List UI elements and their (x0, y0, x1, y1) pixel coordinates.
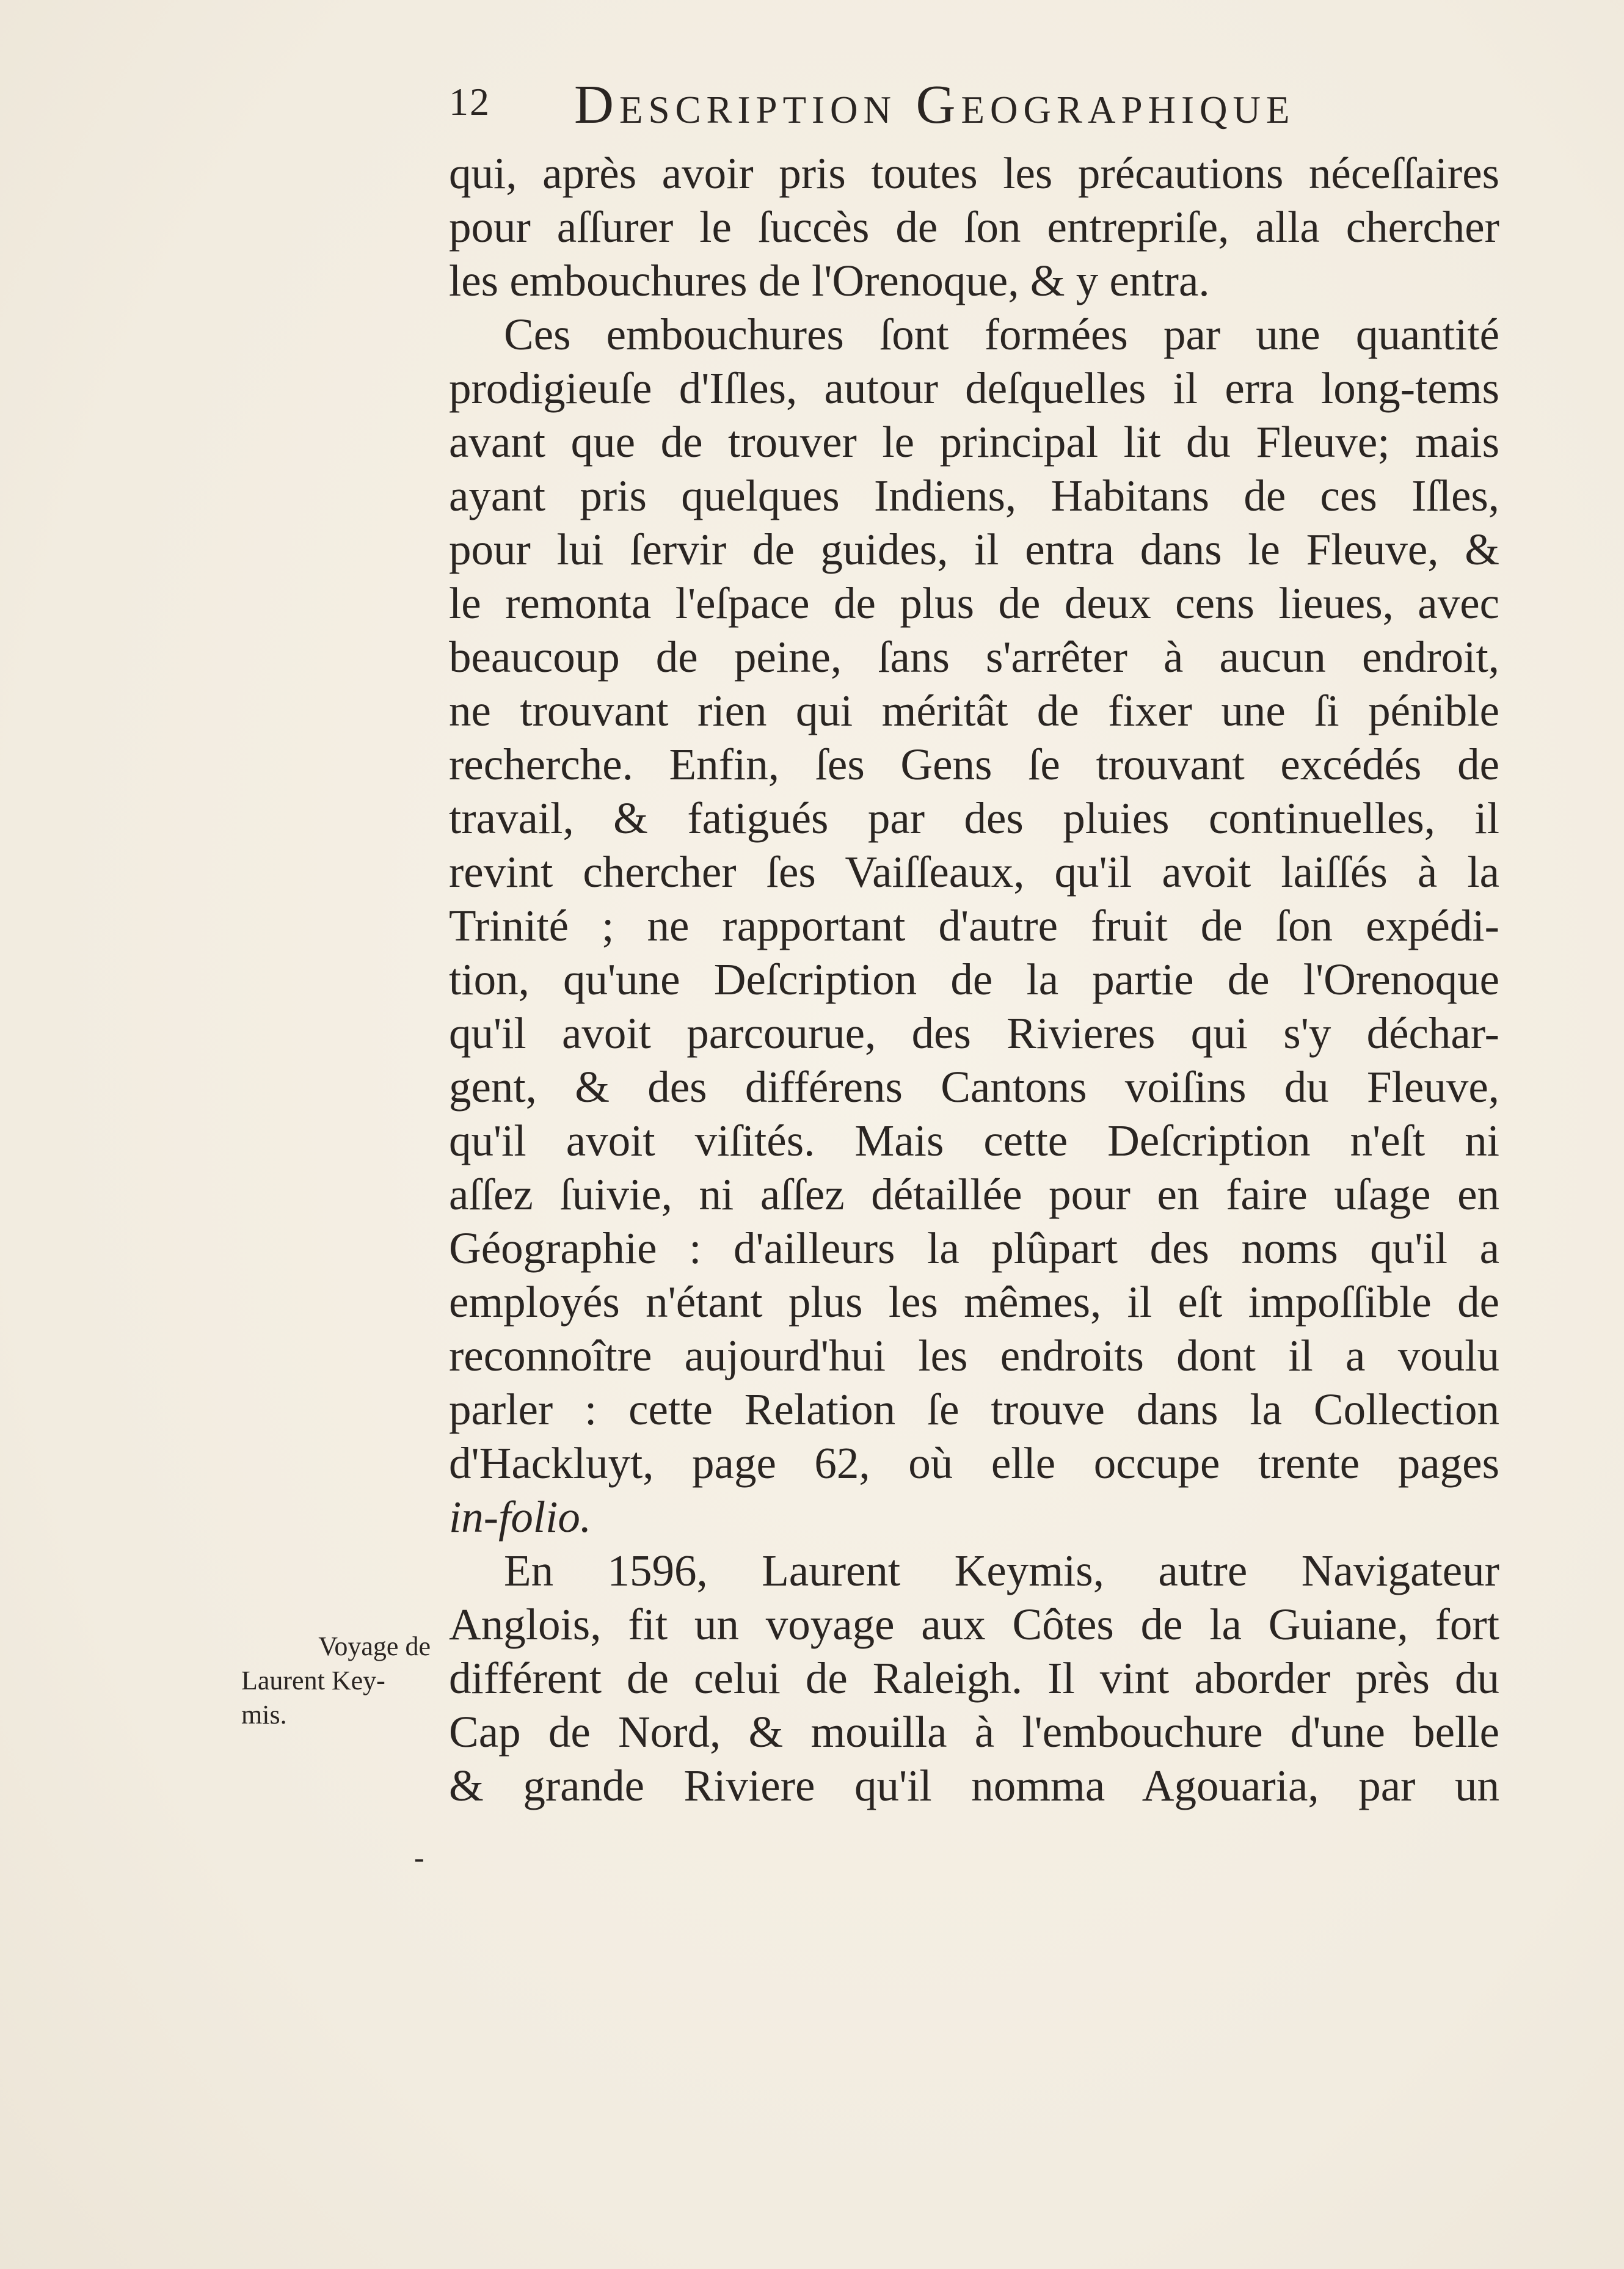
text-line: travail, & fatigués par des pluies continuelles, il (449, 793, 1499, 843)
text-line: ne trouvant rien qui méritât de fixer une ſi pénible (449, 686, 1499, 735)
text-line: employés n'étant plus les mêmes, il eſt impoſſible de (449, 1277, 1499, 1327)
text-line: le remonta l'eſpace de plus de deux cens lieues, avec (449, 578, 1499, 628)
margin-note-line: Laurent Key- (241, 1666, 385, 1695)
margin-note-line: Voyage de (318, 1631, 431, 1661)
margin-note-line: mis. (241, 1700, 287, 1730)
text-line: revint chercher ſes Vaiſſeaux, qu'il avoit laiſſés à la (449, 847, 1499, 897)
stray-mark: - (414, 1840, 424, 1874)
text-line: pour aſſurer le ſuccès de ſon entrepriſe, alla chercher (449, 202, 1499, 252)
text-line: Trinité ; ne rapportant d'autre fruit de ſon expédi- (449, 901, 1499, 950)
text-line: qu'il avoit viſités. Mais cette Deſcription n'eſt ni (449, 1116, 1499, 1165)
text-line: qu'il avoit parcourue, des Rivieres qui s'y déchar- (449, 1008, 1499, 1058)
text-line: En 1596, Laurent Keymis, autre Navigateur (504, 1546, 1499, 1595)
page-header (449, 73, 1402, 140)
text-line: différent de celui de Raleigh. Il vint aborder près du (449, 1653, 1499, 1703)
text-line: in-folio. (449, 1492, 592, 1542)
text-line: parler : cette Relation ſe trouve dans la Collection (449, 1385, 1499, 1434)
text-line: aſſez ſuivie, ni aſſez détaillée pour en faire uſage en (449, 1170, 1499, 1219)
body-text (449, 147, 1499, 1813)
text-line: ayant pris quelques Indiens, Habitans de ces Iſles, (449, 471, 1499, 520)
page-number: 12 (449, 80, 490, 123)
text-line: & grande Riviere qu'il nomma Agouaria, par un (449, 1761, 1499, 1810)
text-line: recherche. Enfin, ſes Gens ſe trouvant excédés de (449, 740, 1499, 789)
text-line: beaucoup de peine, ſans s'arrêter à aucun endroit, (449, 632, 1499, 682)
running-title: Description Geographique (574, 75, 1295, 135)
text-line: d'Hackluyt, page 62, où elle occupe trente pages (449, 1438, 1499, 1488)
text-line: prodigieuſe d'Iſles, autour deſquelles il erra long-tems (449, 363, 1499, 413)
text-line: qui, après avoir pris toutes les précautions néceſſaires (449, 148, 1499, 198)
text-line: avant que de trouver le principal lit du Fleuve; mais (449, 417, 1499, 467)
text-line: Anglois, fit un voyage aux Côtes de la Guiane, fort (449, 1600, 1499, 1649)
text-line: reconnoître aujourd'hui les endroits dont il a voulu (449, 1331, 1499, 1380)
text-line: les embouchures de l'Orenoque, & y entra. (449, 256, 1210, 305)
margin-note (241, 1630, 431, 1732)
text-line: Ces embouchures ſont formées par une quantité (504, 310, 1499, 359)
text-line: pour lui ſervir de guides, il entra dans le Fleuve, & (449, 525, 1499, 574)
text-line: gent, & des différens Cantons voiſins du Fleuve, (449, 1062, 1499, 1112)
text-line: Géographie : d'ailleurs la plûpart des noms qu'il a (449, 1223, 1499, 1273)
text-line: Cap de Nord, & mouilla à l'embouchure d'une belle (449, 1707, 1499, 1757)
text-line: tion, qu'une Deſcription de la partie de l'Orenoque (449, 955, 1499, 1004)
